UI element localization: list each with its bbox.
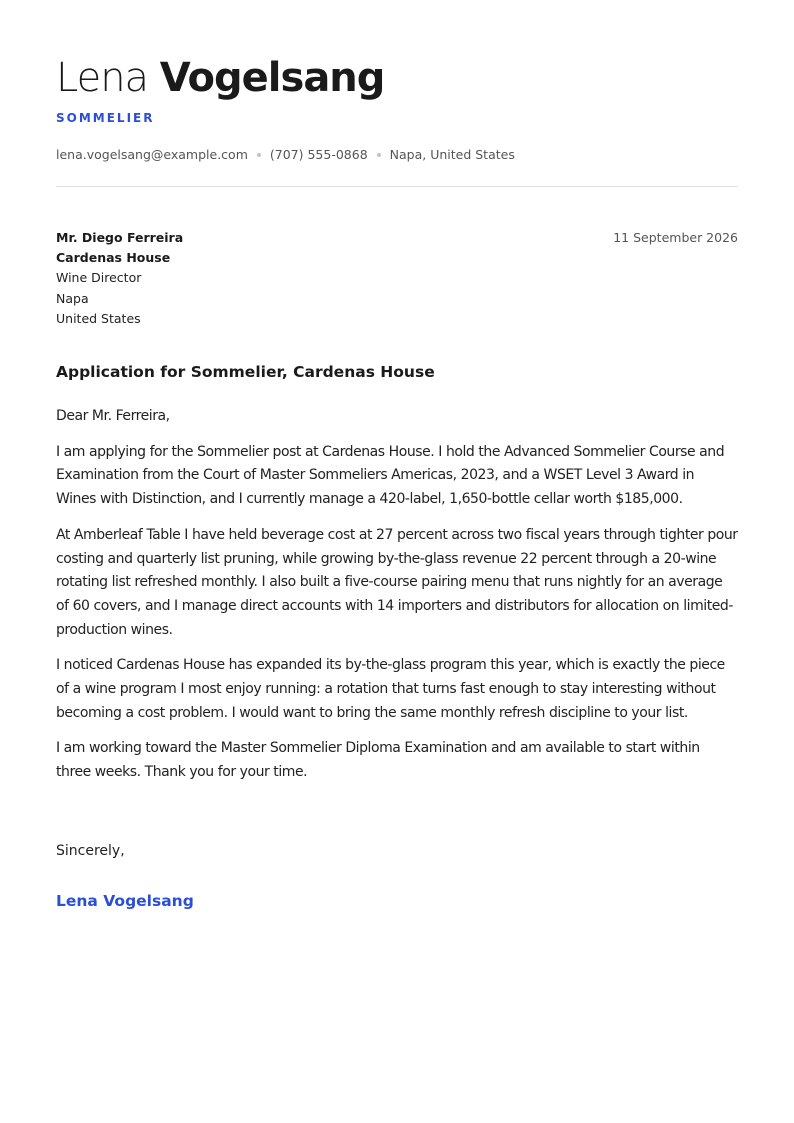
applicant-first-name: Lena [56, 55, 149, 101]
contact-separator-dot [377, 153, 381, 157]
salutation: Dear Mr. Ferreira, [56, 408, 170, 424]
body-paragraph-3: I noticed Cardenas House has expanded its by-the-glass program this year, which is exactly the piece of a wine program I most enjoy running: a rotation that turns fast enough to stay interesting without becoming a cost problem. I would want to bring the same monthly refresh discipline to your list. [56, 657, 725, 721]
recipient-title: Wine Director [56, 270, 142, 286]
contact-location: Napa, United States [389, 147, 515, 162]
signature-name: Lena Vogelsang [56, 892, 194, 910]
recipient-country: United States [56, 310, 141, 326]
contact-phone: (707) 555-0868 [269, 147, 368, 162]
closing-line: Sincerely, [56, 843, 125, 859]
letter-body [56, 405, 738, 797]
body-paragraph-4: I am working toward the Master Sommelier Diploma Examination and am available to start within three weeks. Thank you for your time. [56, 740, 700, 781]
contact-separator-dot [257, 153, 261, 157]
applicant-role: SOMMELIER [56, 111, 155, 125]
applicant-name [56, 54, 384, 102]
letter-subject: Application for Sommelier, Cardenas House [56, 363, 435, 381]
body-paragraph-2: At Amberleaf Table I have held beverage cost at 27 percent across two fiscal years through tighter pour costing and quarterly list pruning, while growing by-the-glass revenue 22 percent through a 20-wine rotating list refreshed monthly. I also built a five-course pairing menu that runs nightly for an average of 60 covers, and I manage direct accounts with 14 importers and distributors for allocation on limited-production wines. [56, 526, 738, 638]
recipient-city: Napa [56, 290, 89, 306]
header-divider [56, 186, 738, 187]
contact-email: lena.vogelsang@example.com [56, 147, 248, 162]
recipient-name: Mr. Diego Ferreira [56, 230, 184, 245]
letter-date: 11 September 2026 [613, 230, 738, 245]
contact-line [56, 147, 515, 163]
recipient-company: Cardenas House [56, 250, 171, 266]
body-paragraph-1: I am applying for the Sommelier post at Cardenas House. I hold the Advanced Sommelier Course and Examination from the Court of Master Sommeliers Americas, 2023, and a WSET Level 3 Award in Wines with Distinction, and I currently manage a 420-label, 1,650-bottle cellar worth $185,000. [56, 443, 725, 508]
applicant-last-name: Vogelsang [159, 55, 385, 101]
recipient-block [56, 228, 183, 329]
